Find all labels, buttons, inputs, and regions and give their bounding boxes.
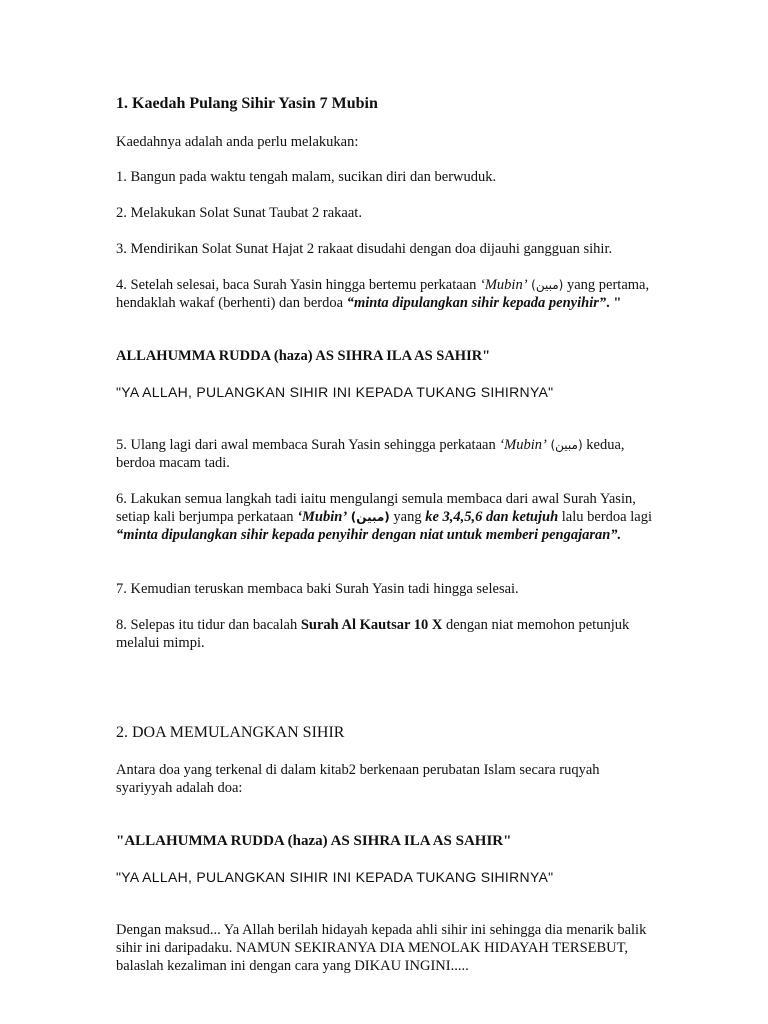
step-1: 1. Bangun pada waktu tengah malam, sucikan diri dan berwuduk. [116,169,497,185]
step-6-text-a: 6. Lakukan semua langkah tadi iaitu mengulangi semula membaca dari awal Surah Yasin, setiap kali berjumpa perkataan [116,491,636,525]
step-5-arabic: (مبين) [550,438,583,452]
step-3: 3. Mendirikan Solat Sunat Hajat 2 rakaat disudahi dengan doa dijauhi gangguan sihir. [116,241,613,257]
step-5-text-a: 5. Ulang lagi dari awal membaca Surah Yasin sehingga perkataan [116,437,500,453]
step-6-text-c: lalu berdoa lagi [558,509,652,525]
step-6 [116,490,656,544]
step-4 [116,276,656,312]
step-8 [116,616,656,652]
section1-heading: 1. Kaedah Pulang Sihir Yasin 7 Mubin [116,95,378,112]
section2-closing: Dengan maksud... Ya Allah berilah hidayah kepada ahli sihir ini sehingga dia menarik balik sihir ini daripadaku. NAMUN SEKIRANYA DIA MENOLAK HIDAYAH TERSEBUT, balaslah kezaliman ini dengan cara yang DIKAU INGINI..... [116,922,647,974]
step-6-prayer: “minta dipulangkan sihir kepada penyihir dengan niat untuk memberi pengajaran”. [116,527,622,543]
step-8-text-a: 8. Selepas itu tidur dan bacalah [116,617,301,633]
section2-dua: "ALLAHUMMA RUDDA (haza) AS SIHRA ILA AS SAHIR" [116,833,512,849]
step-5 [116,436,656,472]
step-5-text-b: kedua, berdoa macam tadi. [116,437,625,471]
step-5-mubin: ‘Mubin’ [499,437,547,453]
step-8-surah: Surah Al Kautsar 10 X [300,617,443,633]
step-8-text-b: dengan niat memohon petunjuk melalui mimpi. [116,617,630,651]
step-6-mubin: ‘Mubin’ [297,509,348,525]
step-2: 2. Melakukan Solat Sunat Taubat 2 rakaat. [116,205,362,221]
step-6-count: ke 3,4,5,6 dan ketujuh [425,509,559,525]
step-4-arabic: (مبين) [531,278,564,292]
step-7: 7. Kemudian teruskan membaca baki Surah Yasin tadi hingga selesai. [116,581,519,597]
step-4-mubin: ‘Mubin’ [480,277,528,293]
step-4-text-a: 4. Setelah selesai, baca Surah Yasin hingga bertemu perkataan [116,277,481,293]
step-6-arabic: (مبين) [350,510,390,524]
section2-intro: Antara doa yang terkenal di dalam kitab2 berkenaan perubatan Islam secara ruqyah syariyyah adalah doa: [116,762,600,796]
section1-translation: "YA ALLAH, PULANGKAN SIHIR INI KEPADA TUKANG SIHIRNYA" [116,384,554,400]
step-6-text-b: yang [389,509,426,525]
section2-heading: 2. DOA MEMULANGKAN SIHIR [116,724,345,741]
step-4-text-b: yang pertama, hendaklah wakaf (berhenti) dan berdoa [116,277,650,311]
step-4-text-c: . " [606,295,622,311]
section1-intro: Kaedahnya adalah anda perlu melakukan: [116,134,359,150]
step-4-prayer: “minta dipulangkan sihir kepada penyihir” [346,295,607,311]
section1-dua: ALLAHUMMA RUDDA (haza) AS SIHRA ILA AS SAHIR" [116,348,491,364]
section2-translation: "YA ALLAH, PULANGKAN SIHIR INI KEPADA TUKANG SIHIRNYA" [116,869,554,885]
